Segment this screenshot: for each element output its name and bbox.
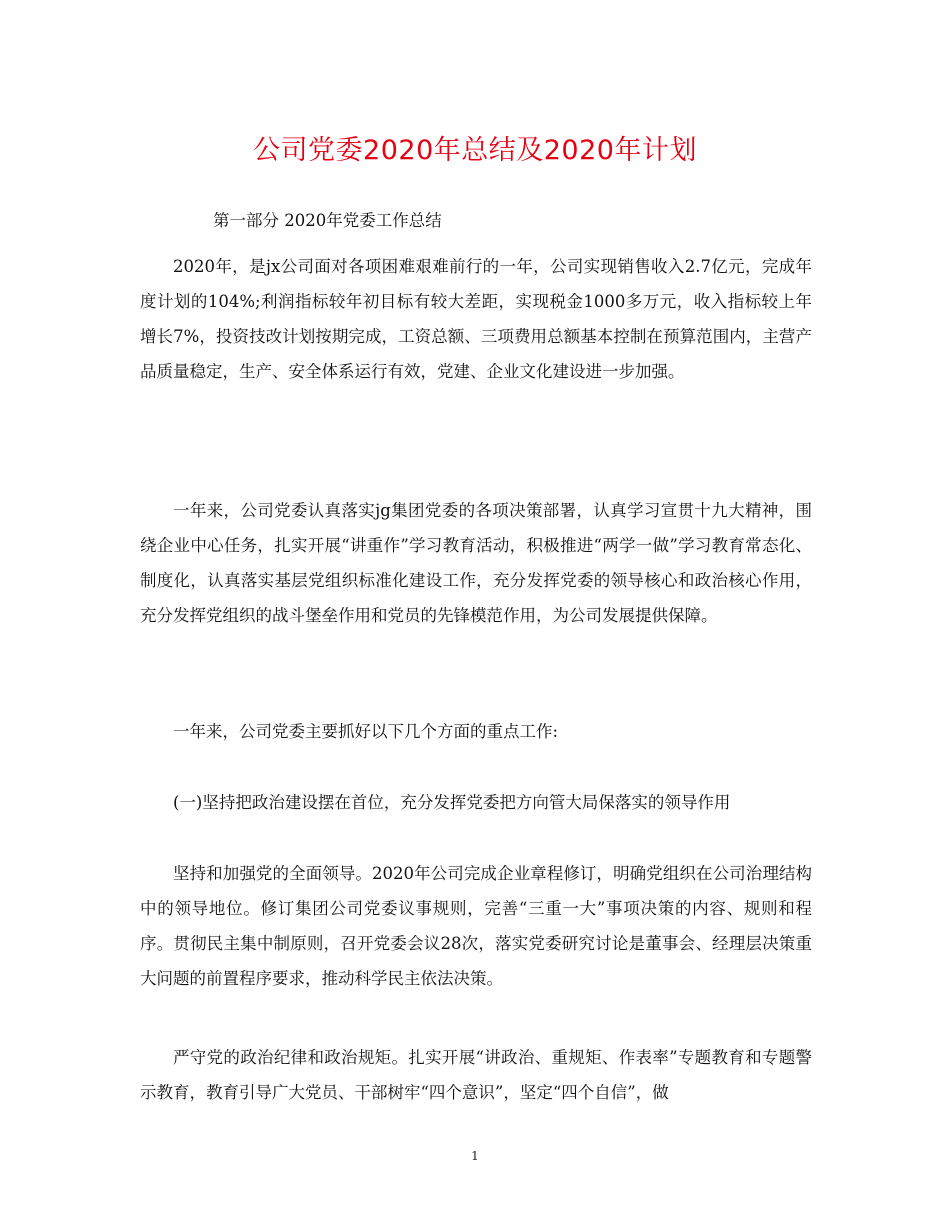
paragraph-leadership: 坚持和加强党的全面领导。2020年公司完成企业章程修订，明确党组织在公司治理结构中的领导地位。修订集团公司党委议事规则，完善“三重一大”事项决策的内容、规则和程序。贯彻民主集中制原则，召开党委会议28次，落实党委研究讨论是董事会、经理层决策重大问题的前置程序要求，推动科学民主依法决策。 xyxy=(140,864,812,988)
paragraph-party-work: 一年来，公司党委认真落实jg集团党委的各项决策部署，认真学习宣贯十九大精神，围绕企业中心任务，扎实开展“讲重作”学习教育活动，积极推进“两学一做”学习教育常态化、制度化，认真落实基层党组织标准化建设工作，充分发挥党委的领导核心和政治核心作用，充分发挥党组织的战斗堡垒作用和党员的先锋模范作用，为公司发展提供保障。 xyxy=(140,501,812,625)
paragraph-key-work-intro: 一年来，公司党委主要抓好以下几个方面的重点工作: xyxy=(173,722,559,741)
section-heading: 第一部分 2020年党委工作总结 xyxy=(213,211,442,230)
document-title: 公司党委2020年总结及2020年计划 xyxy=(253,135,697,166)
paragraph-discipline: 严守党的政治纪律和政治规矩。扎实开展“讲政治、重规矩、作表率”专题教育和专题警示教育，教育引导广大党员、干部树牢“四个意识”，坚定“四个自信”，做 xyxy=(140,1048,812,1102)
page-number: 1 xyxy=(471,1149,479,1163)
paragraph-summary: 2020年，是jx公司面对各项困难艰难前行的一年，公司实现销售收入2.7亿元，完成年度计划的104%;利润指标较年初目标有较大差距，实现税金1000多万元，收入指标较上年增长7%，投资技改计划按期完成，工资总额、三项费用总额基本控制在预算范围内，主营产品质量稳定，生产、安全体系运行有效，党建、企业文化建设进一步加强。 xyxy=(140,257,812,381)
paragraph-subheading-political: (一)坚持把政治建设摆在首位，充分发挥党委把方向管大局保落实的领导作用 xyxy=(173,793,731,812)
